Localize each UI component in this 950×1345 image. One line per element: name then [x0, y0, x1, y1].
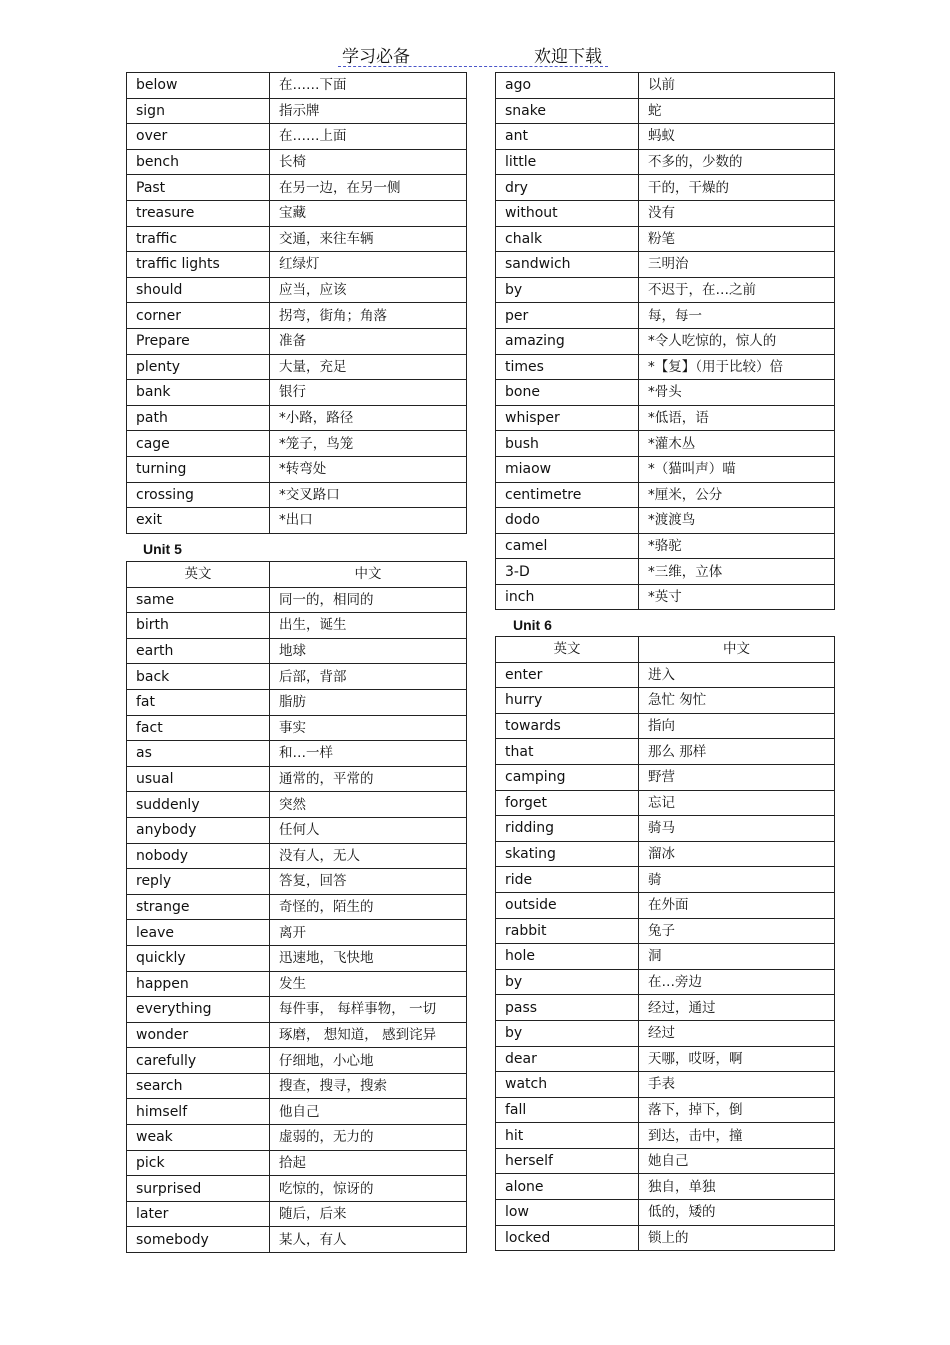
chinese-meaning: 长椅	[270, 149, 467, 175]
chinese-meaning: 银行	[270, 380, 467, 406]
chinese-meaning: 她自己	[639, 1148, 835, 1174]
english-word: reply	[127, 869, 270, 895]
table-row	[496, 354, 835, 380]
english-word: hole	[496, 944, 639, 970]
chinese-meaning: 不多的，少数的	[639, 149, 835, 175]
chinese-meaning: 没有	[639, 200, 835, 226]
table-row	[127, 1150, 467, 1176]
table-row	[127, 354, 467, 380]
english-word: pick	[127, 1150, 270, 1176]
chinese-meaning: 任何人	[270, 817, 467, 843]
english-word: ant	[496, 124, 639, 150]
chinese-meaning: 洞	[639, 944, 835, 970]
english-word: chalk	[496, 226, 639, 252]
chinese-meaning: 拐弯，街角；角落	[270, 303, 467, 329]
english-word: per	[496, 303, 639, 329]
english-word: treasure	[127, 200, 270, 226]
table-row	[127, 98, 467, 124]
english-word: dry	[496, 175, 639, 201]
chinese-meaning: 准备	[270, 328, 467, 354]
english-word: alone	[496, 1174, 639, 1200]
chinese-meaning: 出生，诞生	[270, 613, 467, 639]
table-row	[127, 1227, 467, 1253]
chinese-meaning: *低语，语	[639, 405, 835, 431]
english-word: exit	[127, 508, 270, 534]
english-word: herself	[496, 1148, 639, 1174]
english-word: times	[496, 354, 639, 380]
table-row	[127, 277, 467, 303]
chinese-meaning: 吃惊的，惊讶的	[270, 1176, 467, 1202]
header-left-text: 学习必备	[342, 47, 410, 67]
english-word: should	[127, 277, 270, 303]
chinese-meaning: 答复，回答	[270, 869, 467, 895]
chinese-meaning: 在外面	[639, 892, 835, 918]
english-word: ride	[496, 867, 639, 893]
english-word: anybody	[127, 817, 270, 843]
english-word: happen	[127, 971, 270, 997]
chinese-meaning: 每件事， 每样事物， 一切	[270, 997, 467, 1023]
english-word: watch	[496, 1072, 639, 1098]
english-word: traffic lights	[127, 252, 270, 278]
english-word: low	[496, 1200, 639, 1226]
table-row	[496, 1020, 835, 1046]
header-english: 英文	[127, 562, 270, 588]
table-row	[496, 252, 835, 278]
table-row	[496, 98, 835, 124]
table-row	[496, 482, 835, 508]
english-word: surprised	[127, 1176, 270, 1202]
table-row	[127, 508, 467, 534]
table-row	[496, 508, 835, 534]
table-row	[496, 1072, 835, 1098]
table-row	[127, 1048, 467, 1074]
chinese-meaning: 独自，单独	[639, 1174, 835, 1200]
english-word: that	[496, 739, 639, 765]
english-word: Prepare	[127, 328, 270, 354]
header-right-text: 欢迎下载	[534, 47, 602, 67]
english-word: nobody	[127, 843, 270, 869]
english-word: corner	[127, 303, 270, 329]
chinese-meaning: 锁上的	[639, 1225, 835, 1251]
chinese-meaning: 指示牌	[270, 98, 467, 124]
chinese-meaning: 大量，充足	[270, 354, 467, 380]
chinese-meaning: 应当，应该	[270, 277, 467, 303]
chinese-meaning: *令人吃惊的，惊人的	[639, 328, 835, 354]
chinese-meaning: 红绿灯	[270, 252, 467, 278]
table-row	[127, 328, 467, 354]
chinese-meaning: 宝藏	[270, 200, 467, 226]
chinese-meaning: 虚弱的，无力的	[270, 1125, 467, 1151]
chinese-meaning: 突然	[270, 792, 467, 818]
table-row	[127, 200, 467, 226]
chinese-meaning: 进入	[639, 662, 835, 688]
chinese-meaning: *渡渡鸟	[639, 508, 835, 534]
table-row	[127, 1201, 467, 1227]
table-row	[496, 303, 835, 329]
table-row	[127, 613, 467, 639]
english-word: over	[127, 124, 270, 150]
table-row	[496, 790, 835, 816]
chinese-meaning: 他自己	[270, 1099, 467, 1125]
table-row	[496, 688, 835, 714]
english-word: sandwich	[496, 252, 639, 278]
english-word: fact	[127, 715, 270, 741]
chinese-meaning: *出口	[270, 508, 467, 534]
table-row	[127, 1073, 467, 1099]
chinese-meaning: *交叉路口	[270, 482, 467, 508]
table-row	[127, 303, 467, 329]
chinese-meaning: 在另一边，在另一侧	[270, 175, 467, 201]
english-word: by	[496, 277, 639, 303]
english-word: search	[127, 1073, 270, 1099]
table-row	[127, 380, 467, 406]
table-row	[496, 559, 835, 585]
english-word: later	[127, 1201, 270, 1227]
table-header-row	[127, 562, 467, 588]
table-row	[496, 226, 835, 252]
table-row	[127, 405, 467, 431]
chinese-meaning: *【复】（用于比较）倍	[639, 354, 835, 380]
english-word: camel	[496, 533, 639, 559]
table-row	[496, 533, 835, 559]
table-row	[127, 431, 467, 457]
english-word: leave	[127, 920, 270, 946]
english-word: miaow	[496, 456, 639, 482]
table-row	[496, 405, 835, 431]
english-word: hit	[496, 1123, 639, 1149]
chinese-meaning: 兔子	[639, 918, 835, 944]
english-word: plenty	[127, 354, 270, 380]
table-row	[496, 816, 835, 842]
chinese-meaning: 奇怪的，陌生的	[270, 894, 467, 920]
chinese-meaning: 和…一样	[270, 741, 467, 767]
english-word: traffic	[127, 226, 270, 252]
english-word: strange	[127, 894, 270, 920]
chinese-meaning: 忘记	[639, 790, 835, 816]
table-row	[127, 456, 467, 482]
table-row	[496, 584, 835, 610]
header-english: 英文	[496, 637, 639, 663]
table-row	[127, 1125, 467, 1151]
chinese-meaning: *笼子，鸟笼	[270, 431, 467, 457]
chinese-meaning: 仔细地，小心地	[270, 1048, 467, 1074]
vocab-table-unit-6	[495, 636, 835, 1251]
english-word: ridding	[496, 816, 639, 842]
english-word: rabbit	[496, 918, 639, 944]
english-word: little	[496, 149, 639, 175]
table-row	[496, 944, 835, 970]
english-word: dear	[496, 1046, 639, 1072]
chinese-meaning: 随后，后来	[270, 1201, 467, 1227]
table-row	[496, 713, 835, 739]
table-row	[127, 792, 467, 818]
english-word: sign	[127, 98, 270, 124]
english-word: camping	[496, 764, 639, 790]
header-chinese: 中文	[270, 562, 467, 588]
table-row	[496, 149, 835, 175]
table-row	[496, 277, 835, 303]
english-word: without	[496, 200, 639, 226]
english-word: Past	[127, 175, 270, 201]
chinese-meaning: 天哪，哎呀，啊	[639, 1046, 835, 1072]
table-row	[127, 869, 467, 895]
chinese-meaning: 事实	[270, 715, 467, 741]
chinese-meaning: 粉笔	[639, 226, 835, 252]
chinese-meaning: 通常的，平常的	[270, 766, 467, 792]
table-row	[496, 124, 835, 150]
table-row	[496, 1174, 835, 1200]
english-word: weak	[127, 1125, 270, 1151]
chinese-meaning: *骆驼	[639, 533, 835, 559]
chinese-meaning: 离开	[270, 920, 467, 946]
english-word: as	[127, 741, 270, 767]
chinese-meaning: *三维，立体	[639, 559, 835, 585]
chinese-meaning: 拾起	[270, 1150, 467, 1176]
english-word: whisper	[496, 405, 639, 431]
english-word: earth	[127, 638, 270, 664]
table-row	[496, 739, 835, 765]
table-row	[496, 764, 835, 790]
table-row	[127, 894, 467, 920]
english-word: path	[127, 405, 270, 431]
chinese-meaning: 每，每一	[639, 303, 835, 329]
chinese-meaning: 蛇	[639, 98, 835, 124]
table-row	[496, 431, 835, 457]
table-row	[496, 1123, 835, 1149]
chinese-meaning: 地球	[270, 638, 467, 664]
english-word: below	[127, 73, 270, 99]
chinese-meaning: *灌木丛	[639, 431, 835, 457]
table-row	[496, 969, 835, 995]
table-row	[127, 741, 467, 767]
chinese-meaning: *（猫叫声）喵	[639, 456, 835, 482]
english-word: quickly	[127, 945, 270, 971]
english-word: dodo	[496, 508, 639, 534]
page-header	[338, 40, 608, 67]
chinese-meaning: 没有人，无人	[270, 843, 467, 869]
table-row	[127, 920, 467, 946]
english-word: himself	[127, 1099, 270, 1125]
table-row	[496, 841, 835, 867]
chinese-meaning: *小路，路径	[270, 405, 467, 431]
chinese-meaning: 溜冰	[639, 841, 835, 867]
table-row	[496, 995, 835, 1021]
table-row	[496, 456, 835, 482]
chinese-meaning: 搜查，搜寻，搜索	[270, 1073, 467, 1099]
english-word: forget	[496, 790, 639, 816]
english-word: same	[127, 587, 270, 613]
table-row	[127, 1022, 467, 1048]
english-word: birth	[127, 613, 270, 639]
table-row	[127, 175, 467, 201]
chinese-meaning: 骑马	[639, 816, 835, 842]
english-word: cage	[127, 431, 270, 457]
english-word: locked	[496, 1225, 639, 1251]
chinese-meaning: 后部，背部	[270, 664, 467, 690]
table-row	[496, 200, 835, 226]
english-word: everything	[127, 997, 270, 1023]
chinese-meaning: 某人，有人	[270, 1227, 467, 1253]
english-word: somebody	[127, 1227, 270, 1253]
table-row	[496, 662, 835, 688]
chinese-meaning: 交通，来往车辆	[270, 226, 467, 252]
chinese-meaning: 那么 那样	[639, 739, 835, 765]
chinese-meaning: 落下，掉下，倒	[639, 1097, 835, 1123]
chinese-meaning: 野营	[639, 764, 835, 790]
english-word: by	[496, 969, 639, 995]
chinese-meaning: 在…旁边	[639, 969, 835, 995]
table-row	[127, 997, 467, 1023]
english-word: outside	[496, 892, 639, 918]
chinese-meaning: 骑	[639, 867, 835, 893]
english-word: bush	[496, 431, 639, 457]
chinese-meaning: 迅速地，飞快地	[270, 945, 467, 971]
chinese-meaning: 以前	[639, 73, 835, 99]
table-row	[496, 1046, 835, 1072]
chinese-meaning: *转弯处	[270, 456, 467, 482]
table-row	[127, 1099, 467, 1125]
english-word: crossing	[127, 482, 270, 508]
table-row	[127, 124, 467, 150]
english-word: ago	[496, 73, 639, 99]
table-header-row	[496, 637, 835, 663]
header-chinese: 中文	[639, 637, 835, 663]
table-row	[496, 1225, 835, 1251]
english-word: amazing	[496, 328, 639, 354]
chinese-meaning: *英寸	[639, 584, 835, 610]
chinese-meaning: 不迟于，在…之前	[639, 277, 835, 303]
chinese-meaning: 急忙 匆忙	[639, 688, 835, 714]
english-word: inch	[496, 584, 639, 610]
english-word: by	[496, 1020, 639, 1046]
chinese-meaning: 手表	[639, 1072, 835, 1098]
table-row	[127, 689, 467, 715]
english-word: enter	[496, 662, 639, 688]
table-row	[496, 892, 835, 918]
english-word: wonder	[127, 1022, 270, 1048]
table-row	[496, 175, 835, 201]
english-word: pass	[496, 995, 639, 1021]
chinese-meaning: 蚂蚁	[639, 124, 835, 150]
vocab-table-unit-5	[126, 561, 467, 1253]
table-row	[127, 766, 467, 792]
table-row	[496, 380, 835, 406]
unit-6-title: Unit 6	[513, 617, 552, 633]
chinese-meaning: 发生	[270, 971, 467, 997]
table-row	[127, 226, 467, 252]
chinese-meaning: 在……下面	[270, 73, 467, 99]
english-word: bone	[496, 380, 639, 406]
chinese-meaning: *厘米，公分	[639, 482, 835, 508]
table-row	[496, 1200, 835, 1226]
english-word: 3-D	[496, 559, 639, 585]
english-word: bench	[127, 149, 270, 175]
table-row	[127, 843, 467, 869]
english-word: hurry	[496, 688, 639, 714]
table-row	[496, 73, 835, 99]
table-row	[127, 1176, 467, 1202]
table-row	[127, 252, 467, 278]
chinese-meaning: 干的，干燥的	[639, 175, 835, 201]
table-row	[127, 587, 467, 613]
table-row	[496, 867, 835, 893]
chinese-meaning: *骨头	[639, 380, 835, 406]
table-row	[127, 73, 467, 99]
table-row	[127, 945, 467, 971]
english-word: towards	[496, 713, 639, 739]
table-row	[127, 638, 467, 664]
vocab-table-left-top	[126, 72, 467, 534]
vocab-table-right-top	[495, 72, 835, 610]
english-word: usual	[127, 766, 270, 792]
english-word: bank	[127, 380, 270, 406]
table-row	[496, 918, 835, 944]
english-word: centimetre	[496, 482, 639, 508]
chinese-meaning: 低的，矮的	[639, 1200, 835, 1226]
table-row	[127, 482, 467, 508]
chinese-meaning: 三明治	[639, 252, 835, 278]
table-row	[496, 1148, 835, 1174]
chinese-meaning: 经过，通过	[639, 995, 835, 1021]
chinese-meaning: 到达，击中，撞	[639, 1123, 835, 1149]
english-word: skating	[496, 841, 639, 867]
chinese-meaning: 琢磨， 想知道， 感到诧异	[270, 1022, 467, 1048]
table-row	[127, 715, 467, 741]
table-row	[127, 149, 467, 175]
table-row	[496, 1097, 835, 1123]
chinese-meaning: 脂肪	[270, 689, 467, 715]
english-word: snake	[496, 98, 639, 124]
table-row	[496, 328, 835, 354]
english-word: carefully	[127, 1048, 270, 1074]
table-row	[127, 971, 467, 997]
english-word: fat	[127, 689, 270, 715]
table-row	[127, 664, 467, 690]
chinese-meaning: 指向	[639, 713, 835, 739]
chinese-meaning: 同一的，相同的	[270, 587, 467, 613]
unit-5-title: Unit 5	[143, 541, 182, 557]
english-word: suddenly	[127, 792, 270, 818]
english-word: turning	[127, 456, 270, 482]
chinese-meaning: 在……上面	[270, 124, 467, 150]
english-word: fall	[496, 1097, 639, 1123]
table-row	[127, 817, 467, 843]
english-word: back	[127, 664, 270, 690]
chinese-meaning: 经过	[639, 1020, 835, 1046]
